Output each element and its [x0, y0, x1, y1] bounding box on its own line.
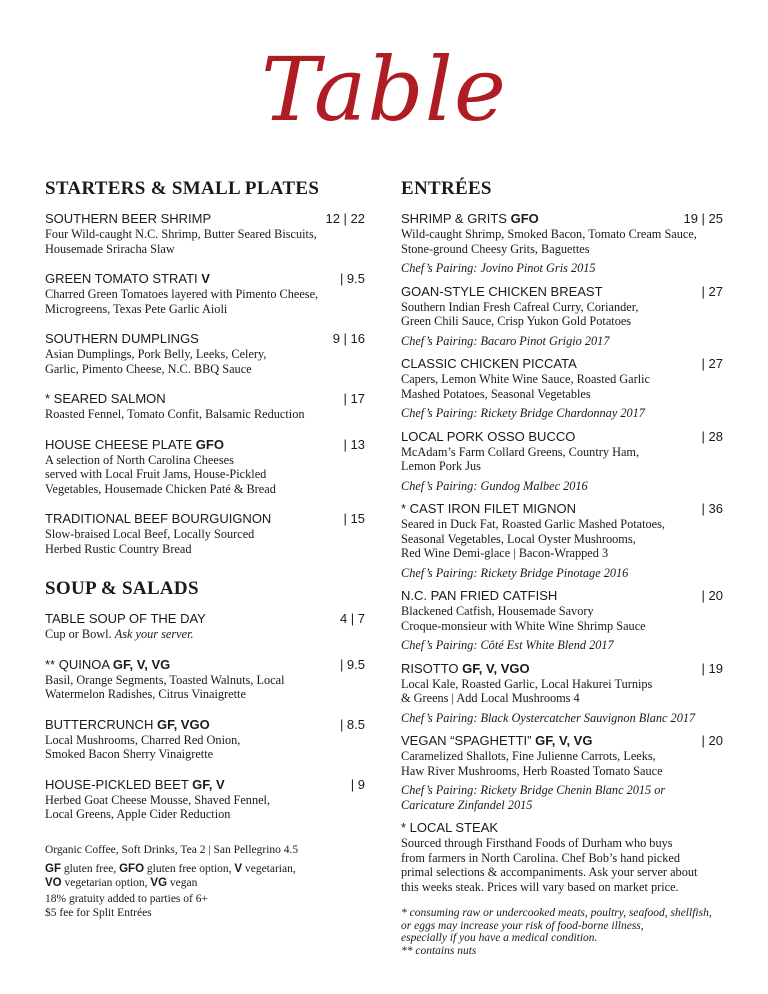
menu-item — [401, 356, 723, 421]
soup-salads-heading: SOUP & SALADS — [45, 578, 199, 599]
item-description: McAdam’s Farm Collard Greens, Country Ham, — [401, 444, 640, 459]
item-price: | 20 — [701, 733, 723, 748]
item-description: Blackened Catfish, Housemade Savory — [401, 604, 594, 618]
item-description: Green Chili Sauce, Crisp Yukon Gold Potatoes — [401, 314, 632, 328]
menu-item — [45, 777, 365, 822]
item-price: 4 | 7 — [339, 611, 365, 626]
starters-list — [45, 211, 365, 556]
item-price: | 27 — [701, 283, 723, 299]
item-description: Local Greens, Apple Cider Reduction — [45, 807, 231, 821]
item-price: | 9.5 — [339, 656, 365, 672]
item-name: * LOCAL STEAK — [401, 820, 499, 835]
item-description: Stone-ground Cheesy Grits, Baguettes — [401, 241, 590, 256]
footer-notes — [45, 844, 365, 921]
item-price: | 13 — [343, 436, 365, 452]
legend-v: V — [234, 863, 243, 875]
diet-tag: GFO — [195, 436, 224, 452]
item-price: | 27 — [701, 356, 723, 371]
item-description: Asian Dumplings, Pork Belly, Leeks, Celery, — [45, 347, 267, 361]
menu-item — [45, 211, 365, 256]
item-name: RISOTTO GF, V, VGO — [401, 660, 530, 676]
item-name: HOUSE-PICKLED BEET GF, V — [45, 776, 225, 792]
legend-vo-text: vegetarian option, — [64, 876, 148, 889]
item-name: SOUTHERN DUMPLINGS — [45, 331, 199, 346]
menu-item — [45, 271, 365, 316]
item-name: LOCAL PORK OSSO BUCCO — [401, 428, 576, 444]
item-description: Lemon Pork Jus — [401, 459, 481, 473]
restaurant-logo: Table — [261, 38, 507, 141]
item-description: Slow-braised Local Beef, Locally Sourced — [45, 527, 255, 541]
item-price: | 20 — [701, 588, 723, 603]
item-description: Sourced through Firsthand Foods of Durham who buys — [401, 836, 673, 850]
wine-pairing: Chef’s Pairing: Rickety Bridge Chenin Blanc 2015 or Caricature Zinfandel 2015 — [401, 783, 666, 812]
right-column — [401, 178, 723, 957]
item-name: SHRIMP & GRITS GFO — [401, 211, 539, 226]
item-name: * CAST IRON FILET MIGNON — [401, 501, 577, 516]
diet-tag: GF, VGO — [156, 716, 210, 732]
item-price: | 17 — [343, 391, 365, 406]
item-price: | 8.5 — [339, 716, 365, 732]
item-description: Roasted Fennel, Tomato Confit, Balsamic Reduction — [45, 407, 305, 421]
item-description: Charred Green Tomatoes layered with Pimento Cheese, — [45, 287, 319, 301]
legend-gfo: GFO — [119, 863, 145, 875]
item-description: Wild-caught Shrimp, Smoked Bacon, Tomato Cream Sauce, — [401, 227, 697, 241]
item-description: Seasonal Vegetables, Local Oyster Mushrooms, — [401, 531, 636, 546]
wine-pairing: Chef’s Pairing: Bacaro Pinot Grigio 2017 — [401, 333, 610, 348]
item-description: served with Local Fruit Jams, House-Pickled — [45, 467, 267, 481]
item-name: CLASSIC CHICKEN PICCATA — [401, 356, 577, 371]
item-description: Vegetables, Housemade Chicken Paté & Bread — [45, 481, 276, 496]
entrees-list — [401, 211, 723, 894]
item-description: Herbed Rustic Country Bread — [45, 541, 192, 556]
diet-tag: V — [201, 271, 210, 286]
item-price: | 15 — [343, 511, 365, 526]
entrees-heading: ENTRÉES — [401, 178, 492, 199]
item-name: BUTTERCRUNCH GF, VGO — [45, 716, 210, 732]
menu-item — [401, 661, 723, 726]
item-name: GREEN TOMATO STRATI V — [45, 271, 210, 286]
legend-v-text: vegetarian, — [244, 863, 296, 875]
item-description: Basil, Orange Segments, Toasted Walnuts, Local — [45, 672, 285, 687]
warning-line: especially if you have a medical condition. — [401, 932, 598, 944]
wine-pairing: Chef’s Pairing: Rickety Bridge Pinotage 2016 — [401, 565, 629, 580]
menu-item — [45, 511, 365, 556]
item-description: Smoked Bacon Sherry Vinaigrette — [45, 747, 214, 761]
item-description: Microgreens, Texas Pete Garlic Aioli — [45, 301, 228, 316]
item-description: & Greens | Add Local Mushrooms 4 — [401, 691, 580, 705]
item-description: Haw River Mushrooms, Herb Roasted Tomato Sauce — [401, 763, 663, 778]
item-description: primal selections & accompaniments. Ask your server about — [401, 865, 698, 879]
gratuity-note: 18% gratuity added to parties of 6+ — [45, 893, 208, 905]
menu-item — [45, 717, 365, 762]
item-description: Local Kale, Roasted Garlic, Local Hakurei Turnips — [401, 676, 653, 691]
item-description: Seared in Duck Fat, Roasted Garlic Mashed Potatoes, — [401, 517, 665, 531]
item-name: N.C. PAN FRIED CATFISH — [401, 588, 558, 603]
item-name: GOAN-STYLE CHICKEN BREAST — [401, 283, 603, 299]
item-description: this weeks steak. Prices will vary based on market price. — [401, 879, 679, 894]
drinks-line: Organic Coffee, Soft Drinks, Tea 2 | San Pellegrino 4.5 — [45, 843, 299, 856]
menu-item — [45, 437, 365, 497]
diet-tag: GF, V, VG — [112, 656, 171, 672]
diet-tag: GF, V — [192, 776, 225, 792]
item-description: Mashed Potatoes, Seasonal Vegetables — [401, 386, 591, 401]
wine-pairing: Chef’s Pairing: Rickety Bridge Chardonnay 2017 — [401, 406, 645, 420]
legend-vg-text: vegan — [169, 876, 198, 889]
diet-legend — [45, 863, 365, 890]
item-description: A selection of North Carolina Cheeses — [45, 452, 234, 467]
item-name: VEGAN “SPAGHETTI” GF, V, VG — [401, 733, 593, 748]
diet-tag: GF, V, VG — [535, 733, 593, 748]
split-fee-note: $5 fee for Split Entrées — [45, 906, 152, 919]
menu-item — [401, 733, 723, 812]
legend-gf-text: gluten free, — [63, 863, 117, 875]
item-description: Croque-monsieur with White Wine Shrimp Sauce — [401, 618, 646, 633]
item-description: from farmers in North Carolina. Chef Bob’s hand picked — [401, 850, 681, 865]
wine-pairing: Chef’s Pairing: Black Oystercatcher Sauvignon Blanc 2017 — [401, 710, 696, 725]
starters-heading: STARTERS & SMALL PLATES — [45, 178, 320, 199]
menu-item — [45, 657, 365, 702]
legend-gf: GF — [45, 863, 61, 875]
diet-tag: GF, V, VGO — [462, 660, 530, 676]
item-price: | 28 — [701, 428, 723, 444]
item-description: Cup or Bowl. Ask your server. — [45, 627, 194, 641]
item-price: 9 | 16 — [332, 331, 365, 346]
item-name: ** QUINOA GF, V, VG — [45, 656, 171, 672]
warning-line: * consuming raw or undercooked meats, poultry, seafood, shellfish, — [401, 907, 712, 919]
item-description: Caramelized Shallots, Fine Julienne Carrots, Leeks, — [401, 749, 656, 763]
warning-line: ** contains nuts — [401, 944, 477, 957]
item-description: Four Wild-caught N.C. Shrimp, Butter Seared Biscuits, — [45, 227, 317, 241]
menu-item — [45, 611, 365, 642]
menu-item — [401, 820, 723, 894]
legend-gfo-text: gluten free option, — [146, 863, 232, 875]
item-description: Southern Indian Fresh Cafreal Curry, Coriander, — [401, 299, 639, 314]
item-name: TRADITIONAL BEEF BOURGUIGNON — [45, 511, 272, 526]
item-price: | 36 — [701, 501, 723, 516]
menu-item — [401, 211, 723, 276]
legend-vg: VG — [150, 876, 168, 889]
item-description: Red Wine Demi-glace | Bacon-Wrapped 3 — [401, 546, 609, 560]
menu-item — [45, 331, 365, 376]
item-price: 12 | 22 — [325, 211, 365, 226]
soups-list — [45, 611, 365, 822]
item-description: Herbed Goat Cheese Mousse, Shaved Fennel, — [45, 792, 271, 807]
item-description: Housemade Sriracha Slaw — [45, 241, 175, 256]
item-name: * SEARED SALMON — [45, 391, 166, 406]
menu-item — [401, 501, 723, 580]
menu-item — [401, 429, 723, 494]
menu-item — [45, 391, 365, 422]
item-name: TABLE SOUP OF THE DAY — [45, 611, 206, 626]
diet-tag: GFO — [510, 211, 539, 226]
wine-pairing: Chef’s Pairing: Côté Est White Blend 2017 — [401, 638, 614, 652]
item-description: Garlic, Pimento Cheese, N.C. BBQ Sauce — [45, 361, 252, 376]
item-description: Watermelon Radishes, Citrus Vinaigrette — [45, 687, 246, 701]
item-price: | 9 — [350, 776, 365, 792]
wine-pairing: Chef’s Pairing: Gundog Malbec 2016 — [401, 478, 588, 493]
item-name: SOUTHERN BEER SHRIMP — [45, 211, 212, 226]
item-price: 19 | 25 — [683, 211, 723, 226]
menu-item — [401, 588, 723, 653]
legend-vo: VO — [45, 876, 62, 889]
item-price: | 19 — [701, 660, 723, 676]
menu-item — [401, 284, 723, 349]
item-description: Local Mushrooms, Charred Red Onion, — [45, 732, 241, 747]
left-column — [45, 178, 365, 920]
item-name: HOUSE CHEESE PLATE GFO — [45, 436, 224, 452]
item-description: Capers, Lemon White Wine Sauce, Roasted Garlic — [401, 372, 651, 386]
warning-line: or eggs may increase your risk of food-borne illness, — [401, 919, 644, 932]
item-description-note: Ask your server. — [114, 627, 194, 641]
wine-pairing: Chef’s Pairing: Jovino Pinot Gris 2015 — [401, 261, 596, 275]
raw-food-warning — [401, 907, 723, 957]
item-price: | 9.5 — [339, 271, 365, 286]
